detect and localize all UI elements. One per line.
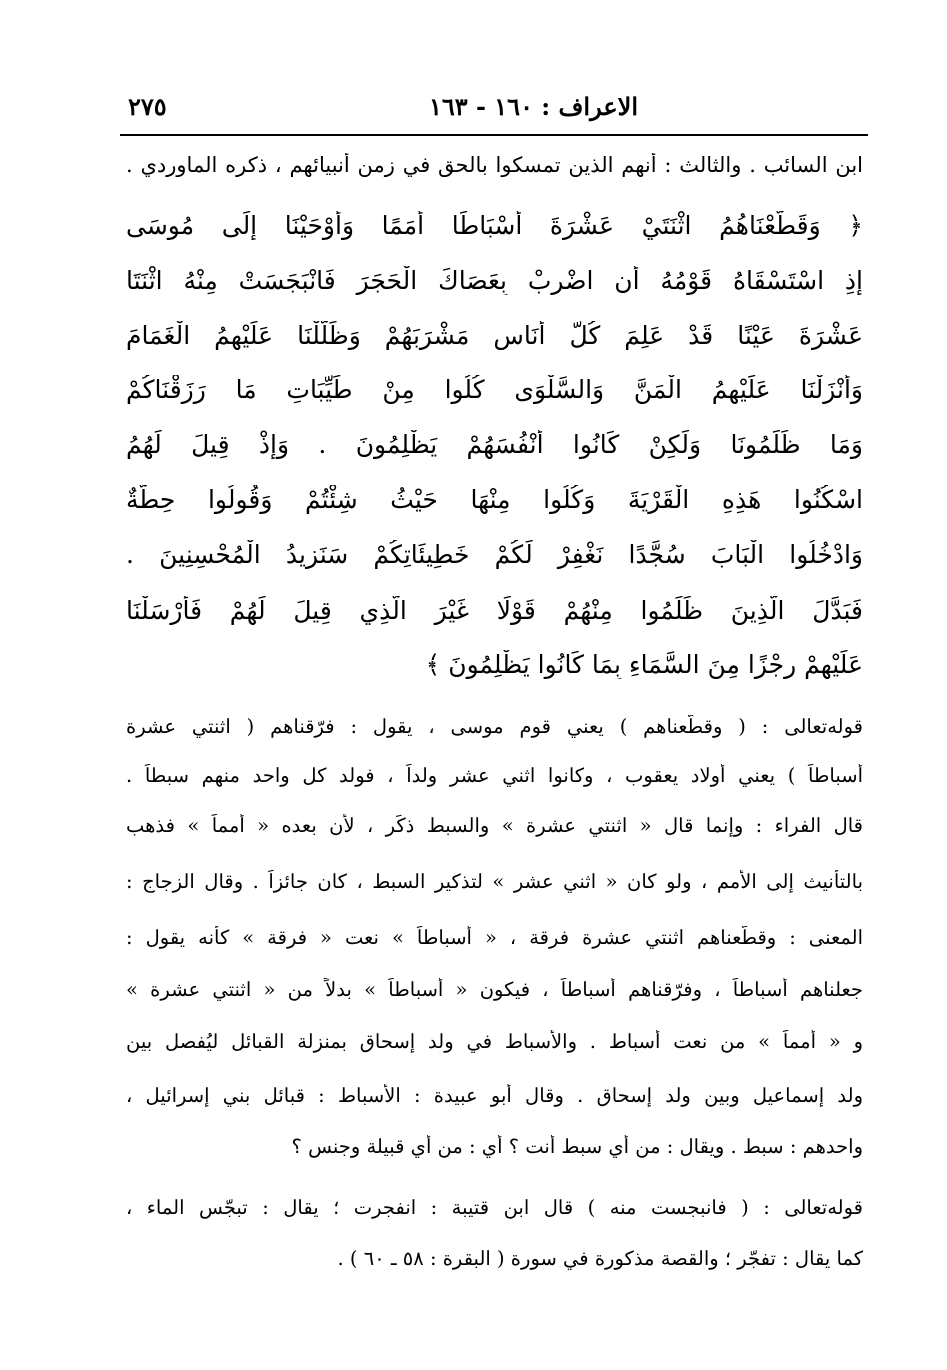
commentary-line: ولد إسماعيل وبين ولد إسحاق . وقال أبو عبيدة : الأسباط : قبائل بني إسرائيل ، <box>126 1084 863 1107</box>
running-header <box>128 88 863 128</box>
verse-line: اسْكُنُوا هَذِهِ الْقَرْيَةَ وَكُلُوا مِنْهَا حَيْثُ شِئْتُمْ وَقُولُوا حِطَّةٌ <box>126 485 863 514</box>
commentary-line: جعلناهم أسباطاً ، وفرّقناهم أسباطاً ، فيكون « أسباطاً » بدلاً من « اثنتي عشرة » <box>126 978 863 1001</box>
verse-line: إِذِ اسْتَسْقَاهُ قَوْمُهُ أَنِ اضْرِبْ بِعَصَاكَ الْحَجَرَ فَانْبَجَسَتْ مِنْهُ اثْنَتَا <box>126 266 863 295</box>
commentary-line: قوله‌تعالى : ( وقطّعناهم ) يعني قوم موسى ، يقول : فرّقناهم ( اثنتي عشرة <box>126 715 863 738</box>
page-number: ٢٧٥ <box>128 92 167 121</box>
verse-line: عَلَيْهِمْ رِجْزًا مِنَ السَّمَاءِ بِمَا كَانُوا يَظْلِمُونَ ﴾ <box>425 650 863 679</box>
header-divider <box>120 134 868 136</box>
commentary-line: قال الفراء : وإنما قال « اثنتي عشرة » والسبط ذكَر ، لأن بعده « أُمماً » فذهب <box>126 814 863 837</box>
verse-line: وَادْخُلُوا الْبَابَ سُجَّدًا نَغْفِرْ لَكُمْ خَطِيئَاتِكُمْ سَنَزِيدُ الْمُحْسِنِينَ . <box>126 540 863 569</box>
verse-line: فَبَدَّلَ الَّذِينَ ظَلَمُوا مِنْهُمْ قَوْلًا غَيْرَ الَّذِي قِيلَ لَهُمْ فَأَرْسَلْنَا <box>126 596 863 625</box>
intro-line: ابن السائب . والثالث : أنهم الذين تمسكوا بالحق في زمن أنبيائهم ، ذكره الماوردي . <box>126 153 863 177</box>
commentary-line: واحدهم : سبط . ويقال : من أي سبط أنت ؟ أي : من أي قبيلة وجنس ؟ <box>291 1135 863 1158</box>
commentary-line: أسباطاً ) يعني أولاد يعقوب ، وكانوا اثني عشر ولداً ، فولد كل واحد منهم سبطاً . <box>126 764 863 787</box>
verse-line: وَمَا ظَلَمُونَا وَلَكِنْ كَانُوا أَنْفُسَهُمْ يَظْلِمُونَ . وَإِذْ قِيلَ لَهُمُ <box>126 430 863 459</box>
commentary-line: المعنى : وقطّعناهم اثنتي عشرة فرقة ، « أسباطاً » نعت « فرقة » كأنه يقول : <box>126 926 863 949</box>
verse-line: ﴿ وَقَطَّعْنَاهُمُ اثْنَتَيْ عَشْرَةَ أَسْبَاطًا أُمَمًا وَأَوْحَيْنَا إِلَى مُوسَى <box>126 211 863 240</box>
commentary-line: و « أُمماً » من نعت أسباط . والأسباط في ولد إسحاق بمنزلة القبائل ليُفصل بين <box>126 1030 863 1053</box>
commentary-line: قوله‌تعالى : ( فانبجست منه ) قال ابن قتيبة : انفجرت ؛ يقال : تبجّس الماء ، <box>126 1196 863 1219</box>
verse-line: وَأَنْزَلْنَا عَلَيْهِمُ الْمَنَّ وَالسَّلْوَى كُلُوا مِنْ طَيِّبَاتِ مَا رَزَقْنَاكُمْ <box>126 375 863 404</box>
commentary-line: بالتأنيث إلى الأمم ، ولو كان « اثني عشر » لتذكير السبط ، كان جائزاً . وقال الزجاج : <box>126 870 863 893</box>
commentary-line: كما يقال : تفجّر ؛ والقصة مذكورة في سورة ( البقرة : ٥٨ ـ ٦٠ ) . <box>337 1247 863 1270</box>
header-title: الاعراف : ١٦٠ - ١٦٣ <box>428 92 638 121</box>
verse-line: عَشْرَةَ عَيْنًا قَدْ عَلِمَ كُلُّ أُنَاسٍ مَشْرَبَهُمْ وَظَلَّلْنَا عَلَيْهِمُ الْغَمَامَ <box>126 321 863 350</box>
